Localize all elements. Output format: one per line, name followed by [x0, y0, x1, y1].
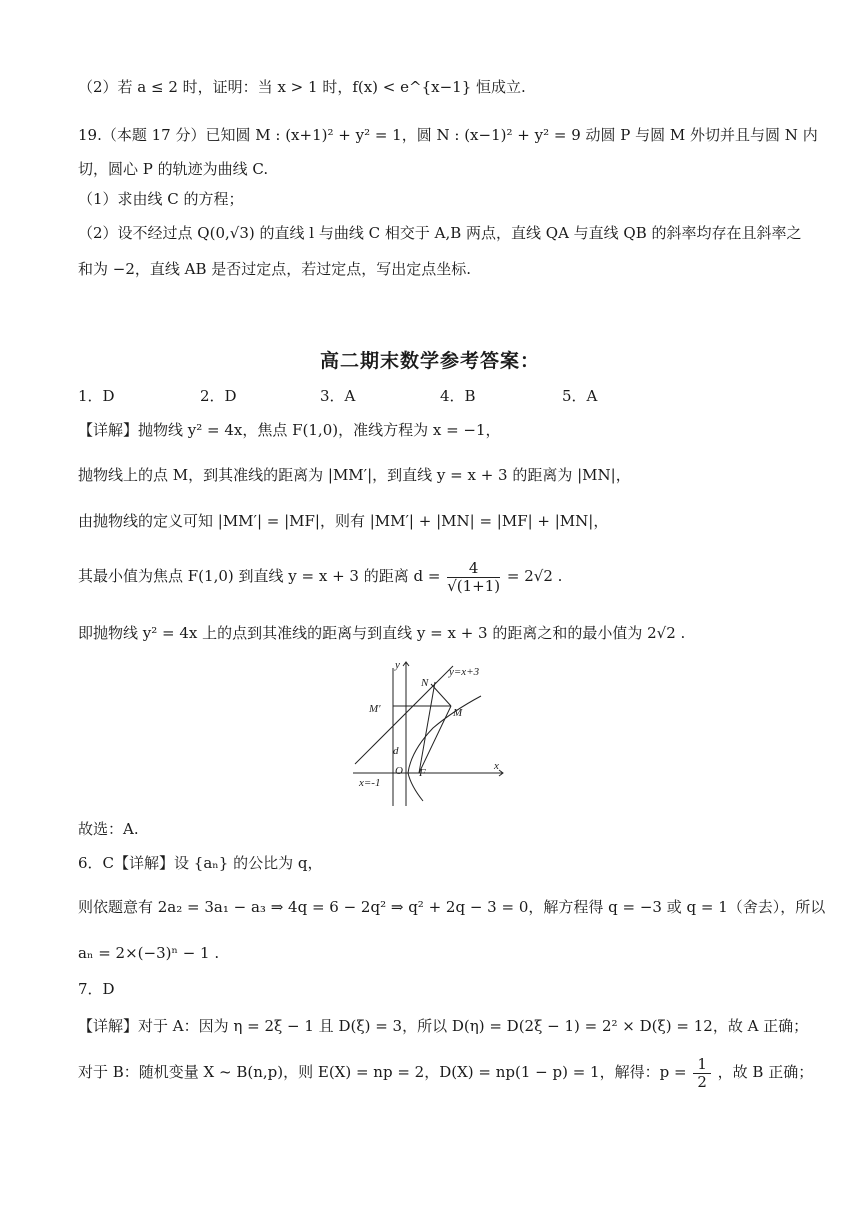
q19-part2b: 和为 −2，直线 AB 是否过定点，若过定点，写出定点坐标. [78, 260, 472, 278]
label-F: F [419, 767, 426, 779]
q18-part2: （2）若 a ≤ 2 时，证明：当 x > 1 时，f(x) < e^{x−1} 恒成立. [78, 78, 526, 96]
answer-5: 5．A [562, 387, 598, 405]
q19-part1: （1）求由线 C 的方程； [78, 190, 244, 208]
q6-line1: 6．C【详解】设 {aₙ} 的公比为 q， [78, 854, 323, 872]
q7-line3-pre: 对于 B：随机变量 X ~ B(n,p)，则 E(X) = np = 2，D(X) = np(1 − p) = 1，解得：p = [78, 1063, 687, 1081]
q19-line2: 切，圆心 P 的轨迹为曲线 C. [78, 160, 269, 178]
detail5-conclusion: 故选：A. [78, 820, 139, 838]
label-O: O [395, 765, 403, 777]
line-y-eq-x-plus-3 [355, 666, 453, 764]
answer-2: 2．D [200, 387, 237, 405]
detail5-line3: 由抛物线的定义可知 |MM′| = |MF|，则有 |MM′| + |MN| = |MF| + |MN|， [78, 512, 609, 530]
label-d: d [393, 745, 399, 757]
answer-3: 3．A [320, 387, 356, 405]
parabola-figure [353, 656, 513, 806]
segment-d [419, 682, 435, 773]
p-denominator: 2 [697, 1072, 707, 1091]
p-numerator: 1 [693, 1056, 711, 1074]
parabola-diagram [353, 656, 513, 806]
detail5-line5: 即抛物线 y² = 4x 上的点到其准线的距离与到直线 y = x + 3 的距离之和的最小值为 2√2 . [78, 624, 686, 642]
distance-fraction [447, 560, 500, 595]
detail5-line2: 抛物线上的点 M，到其准线的距离为 |MM′|，到直线 y = x + 3 的距离为 |MN|， [78, 466, 631, 484]
detail5-line4-pre: 其最小值为焦点 F(1,0) 到直线 y = x + 3 的距离 d = [78, 567, 441, 585]
q7-line3 [78, 1050, 814, 1094]
label-y: y [395, 659, 400, 671]
answer-title: 高二期末数学参考答案： [319, 350, 540, 372]
q19-part2a: （2）设不经过点 Q(0,√3) 的直线 l 与曲线 C 相交于 A,B 两点，直线 QA 与直线 QB 的斜率均存在且斜率之 [78, 224, 802, 242]
fraction-numerator: 4 [447, 560, 500, 578]
fraction-denominator: √(1+1) [447, 576, 501, 595]
answer-4: 4．B [440, 387, 476, 405]
segment-MF [419, 706, 451, 773]
q7-line2: 【详解】对于 A：因为 η = 2ξ − 1 且 D(ξ) = 3，所以 D(η) = D(2ξ − 1) = 2² × D(ξ) = 12，故 A 正确； [78, 1017, 809, 1035]
q7-line3-post: ，故 B 正确； [717, 1063, 814, 1081]
label-N: N [421, 677, 429, 689]
q7-line1: 7．D [78, 980, 115, 998]
label-x: x [494, 760, 499, 772]
label-M-prime: M′ [369, 703, 381, 715]
answers-row [78, 385, 778, 407]
q6-line3: aₙ = 2×(−3)ⁿ − 1 . [78, 944, 220, 962]
label-M: M [453, 707, 463, 719]
q6-line2: 则依题意有 2a₂ = 3a₁ − a₃ ⇒ 4q = 6 − 2q² ⇒ q² + 2q − 3 = 0，解方程得 q = −3 或 q = 1（舍去），所以 [78, 898, 826, 916]
p-fraction [693, 1056, 711, 1091]
parabola-curve [408, 696, 481, 801]
detail5-line4 [78, 556, 790, 596]
q19-line1: 19.（本题 17 分）已知圆 M : (x+1)² + y² = 1，圆 N : (x−1)² + y² = 9 动圆 P 与圆 M 外切并且与圆 N 内 [78, 126, 818, 144]
label-x-eq-minus-1: x=-1 [359, 777, 381, 789]
detail5-line1: 【详解】抛物线 y² = 4x，焦点 F(1,0)，准线方程为 x = −1， [78, 421, 501, 439]
answer-1: 1．D [78, 387, 115, 405]
detail5-line4-post: = 2√2 . [506, 567, 563, 585]
label-line: y=x+3 [449, 666, 480, 678]
